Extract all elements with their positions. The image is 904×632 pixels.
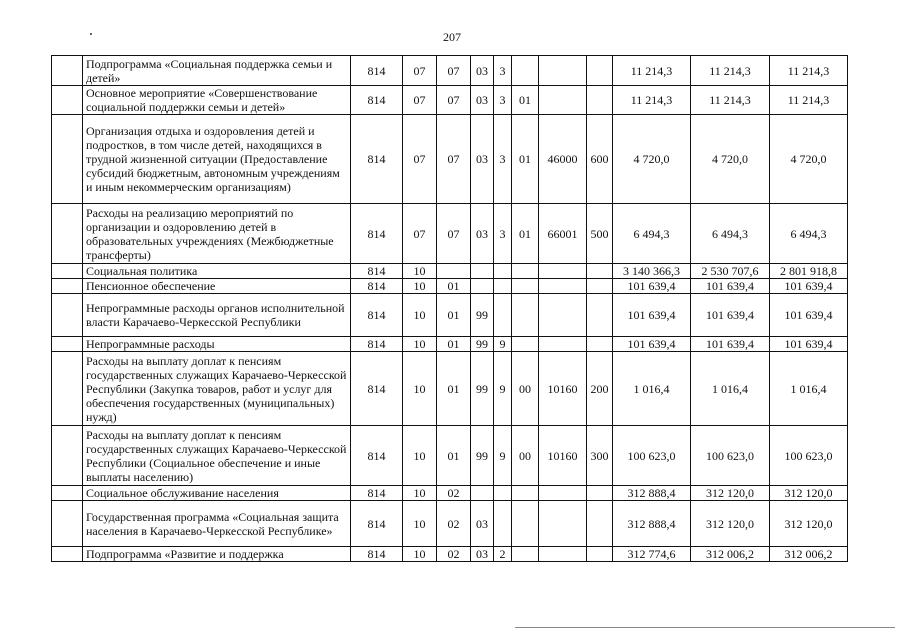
expense-code: 46000	[539, 115, 587, 204]
activity-code	[512, 501, 539, 547]
amount-year-1: 312 774,6	[613, 547, 691, 562]
amount-year-2: 312 120,0	[691, 486, 770, 501]
row-margin-cell	[52, 547, 83, 562]
program-code: 99	[471, 294, 494, 337]
program-code	[471, 279, 494, 294]
admin-code: 814	[351, 279, 403, 294]
row-margin-cell	[52, 264, 83, 279]
amount-year-2: 11 214,3	[691, 86, 770, 115]
expense-code: 66001	[539, 204, 587, 264]
amount-year-1: 312 888,4	[613, 501, 691, 547]
budget-table	[51, 55, 848, 562]
expense-type-code	[587, 264, 613, 279]
row-name: Непрограммные расходы	[83, 337, 351, 352]
program-code: 03	[471, 56, 494, 86]
admin-code: 814	[351, 547, 403, 562]
row-name: Социальное обслуживание населения	[83, 486, 351, 501]
subprogram-code: 3	[494, 204, 512, 264]
amount-year-3: 101 639,4	[770, 279, 848, 294]
admin-code: 814	[351, 337, 403, 352]
amount-year-1: 3 140 366,3	[613, 264, 691, 279]
table-row	[52, 264, 848, 279]
row-margin-cell	[52, 279, 83, 294]
row-name: Расходы на выплату доплат к пенсиям государственных служащих Карачаево-Черкесской Республики (Социальное обеспечение и иные выплаты населению)	[83, 426, 351, 486]
amount-year-3: 312 120,0	[770, 501, 848, 547]
section-code: 07	[403, 115, 437, 204]
admin-code: 814	[351, 501, 403, 547]
amount-year-1: 101 639,4	[613, 294, 691, 337]
amount-year-2: 100 623,0	[691, 426, 770, 486]
amount-year-2: 101 639,4	[691, 337, 770, 352]
row-name: Подпрограмма «Развитие и поддержка	[83, 547, 351, 562]
activity-code	[512, 486, 539, 501]
activity-code	[512, 294, 539, 337]
amount-year-2: 101 639,4	[691, 294, 770, 337]
amount-year-2: 11 214,3	[691, 56, 770, 86]
program-code: 03	[471, 501, 494, 547]
row-name: Основное мероприятие «Совершенствование социальной поддержки семьи и детей»	[83, 86, 351, 115]
expense-code	[539, 486, 587, 501]
amount-year-3: 2 801 918,8	[770, 264, 848, 279]
subsection-code: 07	[437, 115, 471, 204]
expense-code	[539, 86, 587, 115]
row-name: Расходы на реализацию мероприятий по организации и оздоровлению детей в образовательных учреждениях (Межбюджетные трансферты)	[83, 204, 351, 264]
subsection-code: 02	[437, 547, 471, 562]
subsection-code: 01	[437, 337, 471, 352]
admin-code: 814	[351, 264, 403, 279]
expense-code	[539, 56, 587, 86]
activity-code: 00	[512, 352, 539, 426]
subsection-code: 01	[437, 294, 471, 337]
activity-code: 01	[512, 204, 539, 264]
subsection-code	[437, 264, 471, 279]
row-margin-cell	[52, 426, 83, 486]
table-row	[52, 426, 848, 486]
amount-year-3: 312 120,0	[770, 486, 848, 501]
amount-year-3: 100 623,0	[770, 426, 848, 486]
subprogram-code: 2	[494, 547, 512, 562]
admin-code: 814	[351, 352, 403, 426]
activity-code: 01	[512, 86, 539, 115]
table-row	[52, 115, 848, 204]
expense-code	[539, 337, 587, 352]
row-name: Социальная политика	[83, 264, 351, 279]
subprogram-code: 9	[494, 337, 512, 352]
expense-type-code	[587, 337, 613, 352]
table-row	[52, 56, 848, 86]
amount-year-1: 312 888,4	[613, 486, 691, 501]
section-code: 07	[403, 204, 437, 264]
amount-year-3: 11 214,3	[770, 56, 848, 86]
row-name: Пенсионное обеспечение	[83, 279, 351, 294]
subprogram-code: 3	[494, 56, 512, 86]
subprogram-code	[494, 501, 512, 547]
amount-year-3: 4 720,0	[770, 115, 848, 204]
table-row	[52, 337, 848, 352]
subsection-code: 02	[437, 501, 471, 547]
program-code: 99	[471, 426, 494, 486]
subprogram-code	[494, 294, 512, 337]
expense-type-code	[587, 56, 613, 86]
row-name: Организация отдыха и оздоровления детей и подростков, в том числе детей, находящихся в трудной жизненной ситуации (Предоставление субсидий бюджетным, автономным учреждениям и иным некоммерческим организациям)	[83, 115, 351, 204]
page-number: 207	[443, 30, 461, 44]
subprogram-code: 3	[494, 86, 512, 115]
row-name: Расходы на выплату доплат к пенсиям государственных служащих Карачаево-Черкесской Республики (Закупка товаров, работ и услуг для обеспечения государственных (муниципальных) нужд)	[83, 352, 351, 426]
scan-speck	[90, 33, 92, 35]
amount-year-1: 11 214,3	[613, 86, 691, 115]
expense-type-code	[587, 279, 613, 294]
amount-year-3: 101 639,4	[770, 337, 848, 352]
admin-code: 814	[351, 294, 403, 337]
scan-edge-line	[515, 627, 895, 628]
row-name: Непрограммные расходы органов исполнительной власти Карачаево-Черкесской Республики	[83, 294, 351, 337]
table-row	[52, 86, 848, 115]
expense-code	[539, 279, 587, 294]
subprogram-code: 9	[494, 426, 512, 486]
row-margin-cell	[52, 56, 83, 86]
expense-code: 10160	[539, 426, 587, 486]
row-margin-cell	[52, 86, 83, 115]
amount-year-2: 101 639,4	[691, 279, 770, 294]
subprogram-code	[494, 264, 512, 279]
activity-code: 00	[512, 426, 539, 486]
section-code: 10	[403, 501, 437, 547]
subsection-code: 01	[437, 279, 471, 294]
row-margin-cell	[52, 204, 83, 264]
subprogram-code: 9	[494, 352, 512, 426]
program-code: 99	[471, 337, 494, 352]
table-row	[52, 294, 848, 337]
activity-code	[512, 56, 539, 86]
amount-year-1: 6 494,3	[613, 204, 691, 264]
amount-year-3: 1 016,4	[770, 352, 848, 426]
row-margin-cell	[52, 294, 83, 337]
amount-year-1: 1 016,4	[613, 352, 691, 426]
section-code: 07	[403, 86, 437, 115]
subsection-code: 02	[437, 486, 471, 501]
expense-type-code	[587, 294, 613, 337]
table-row	[52, 547, 848, 562]
row-margin-cell	[52, 115, 83, 204]
program-code	[471, 264, 494, 279]
amount-year-3: 101 639,4	[770, 294, 848, 337]
admin-code: 814	[351, 56, 403, 86]
activity-code: 01	[512, 115, 539, 204]
program-code: 03	[471, 115, 494, 204]
expense-type-code: 200	[587, 352, 613, 426]
expense-type-code	[587, 547, 613, 562]
expense-code	[539, 501, 587, 547]
subsection-code: 07	[437, 204, 471, 264]
section-code: 10	[403, 547, 437, 562]
amount-year-3: 6 494,3	[770, 204, 848, 264]
section-code: 10	[403, 337, 437, 352]
amount-year-2: 312 006,2	[691, 547, 770, 562]
subsection-code: 07	[437, 86, 471, 115]
section-code: 10	[403, 486, 437, 501]
row-margin-cell	[52, 501, 83, 547]
amount-year-2: 312 120,0	[691, 501, 770, 547]
expense-code	[539, 294, 587, 337]
amount-year-1: 101 639,4	[613, 279, 691, 294]
program-code: 99	[471, 352, 494, 426]
section-code: 10	[403, 352, 437, 426]
section-code: 07	[403, 56, 437, 86]
program-code: 03	[471, 547, 494, 562]
admin-code: 814	[351, 426, 403, 486]
subprogram-code	[494, 486, 512, 501]
row-name: Государственная программа «Социальная защита населения в Карачаево-Черкесской Республике»	[83, 501, 351, 547]
expense-code: 10160	[539, 352, 587, 426]
section-code: 10	[403, 264, 437, 279]
subsection-code: 01	[437, 426, 471, 486]
table-row	[52, 501, 848, 547]
admin-code: 814	[351, 204, 403, 264]
expense-type-code: 600	[587, 115, 613, 204]
program-code: 03	[471, 204, 494, 264]
program-code	[471, 486, 494, 501]
section-code: 10	[403, 279, 437, 294]
row-margin-cell	[52, 486, 83, 501]
section-code: 10	[403, 426, 437, 486]
table-row	[52, 486, 848, 501]
amount-year-2: 1 016,4	[691, 352, 770, 426]
row-margin-cell	[52, 352, 83, 426]
table-row	[52, 204, 848, 264]
admin-code: 814	[351, 115, 403, 204]
amount-year-1: 11 214,3	[613, 56, 691, 86]
subprogram-code	[494, 279, 512, 294]
expense-type-code	[587, 501, 613, 547]
amount-year-3: 11 214,3	[770, 86, 848, 115]
amount-year-2: 2 530 707,6	[691, 264, 770, 279]
amount-year-1: 100 623,0	[613, 426, 691, 486]
activity-code	[512, 264, 539, 279]
admin-code: 814	[351, 486, 403, 501]
row-name: Подпрограмма «Социальная поддержка семьи и детей»	[83, 56, 351, 86]
activity-code	[512, 337, 539, 352]
program-code: 03	[471, 86, 494, 115]
admin-code: 814	[351, 86, 403, 115]
amount-year-3: 312 006,2	[770, 547, 848, 562]
section-code: 10	[403, 294, 437, 337]
activity-code	[512, 547, 539, 562]
amount-year-1: 101 639,4	[613, 337, 691, 352]
amount-year-2: 4 720,0	[691, 115, 770, 204]
subsection-code: 01	[437, 352, 471, 426]
subprogram-code: 3	[494, 115, 512, 204]
amount-year-2: 6 494,3	[691, 204, 770, 264]
expense-type-code: 500	[587, 204, 613, 264]
expense-type-code	[587, 86, 613, 115]
subsection-code: 07	[437, 56, 471, 86]
expense-code	[539, 264, 587, 279]
row-margin-cell	[52, 337, 83, 352]
amount-year-1: 4 720,0	[613, 115, 691, 204]
expense-type-code	[587, 486, 613, 501]
table-row	[52, 352, 848, 426]
table-row	[52, 279, 848, 294]
activity-code	[512, 279, 539, 294]
expense-type-code: 300	[587, 426, 613, 486]
expense-code	[539, 547, 587, 562]
